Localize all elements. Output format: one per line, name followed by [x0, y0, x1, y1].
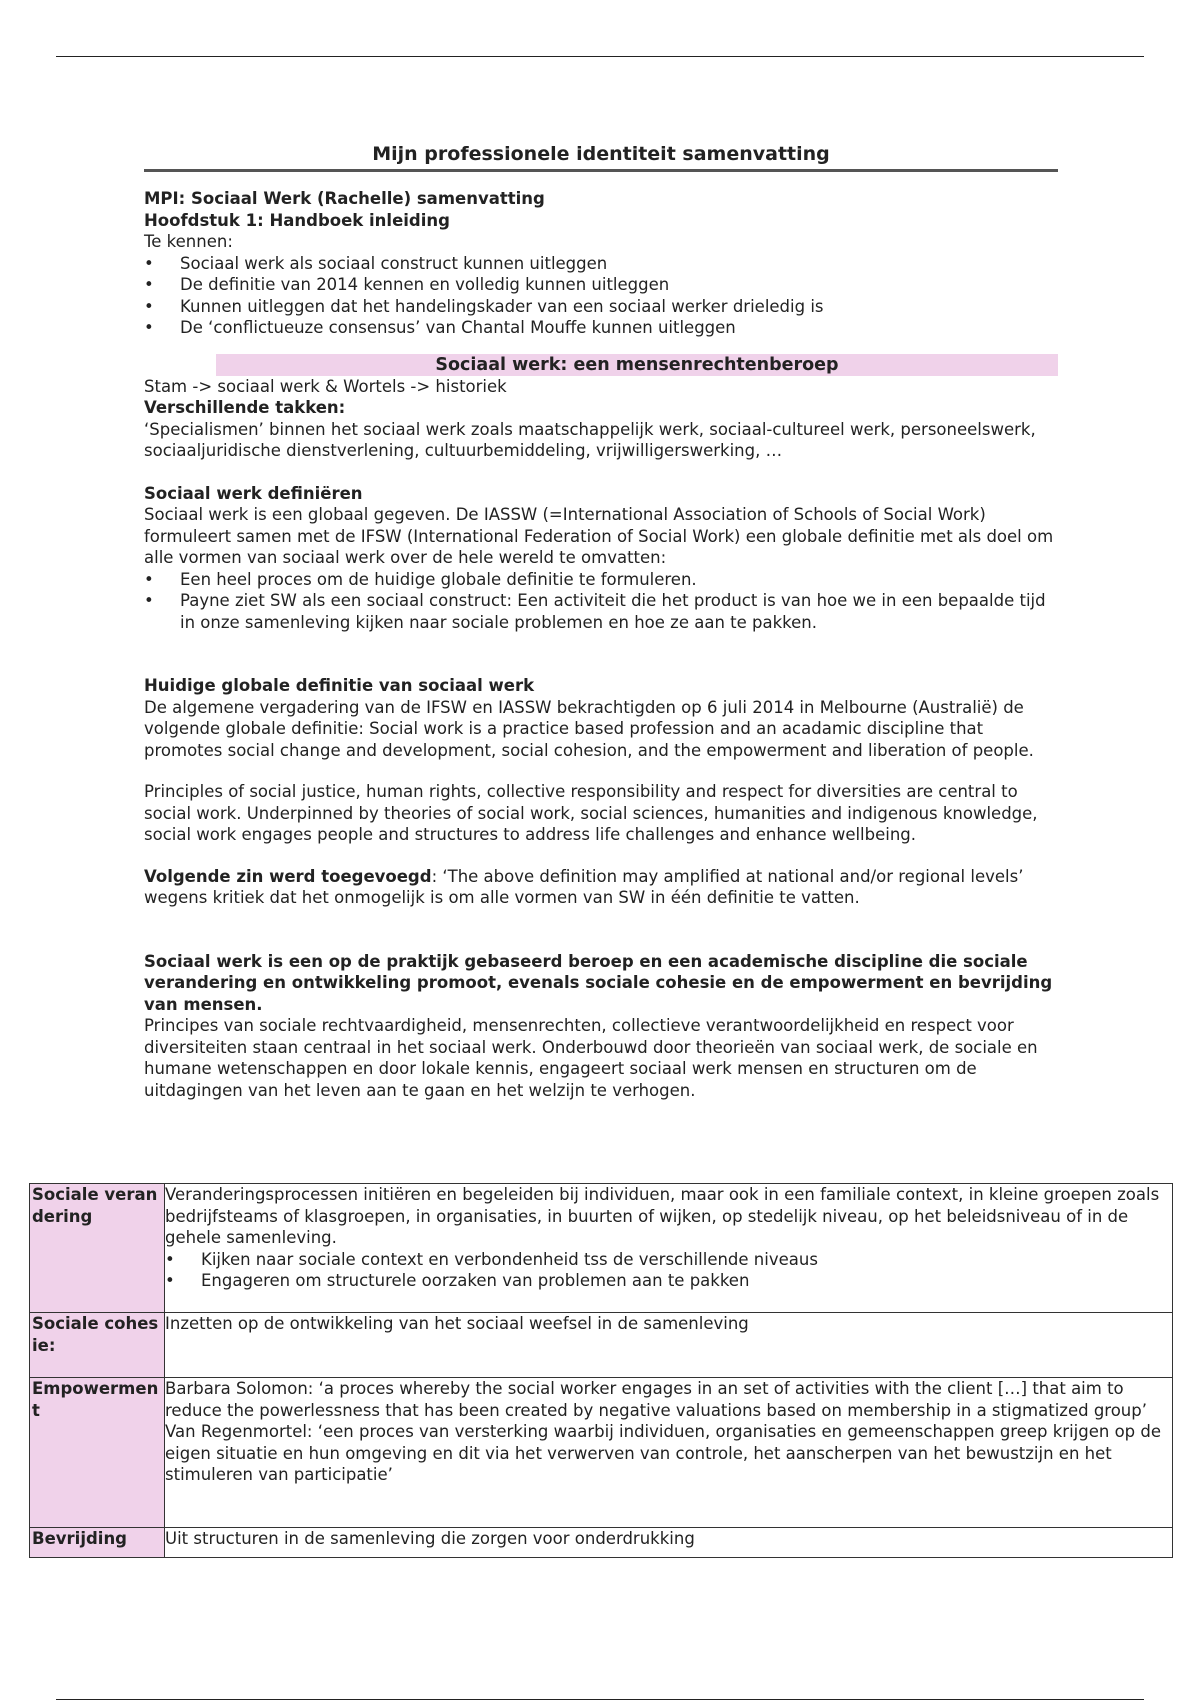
define-text: Sociaal werk is een globaal gegeven. De IASSW (=International Association of Schools of Social Work) formuleert samen met de IFSW (International Federation of Social Work) een globale definitie met als doel om alle vormen van sociaal werk over de hele wereld te omvatten: [144, 505, 1054, 567]
added-sentence [144, 866, 1058, 909]
list-item: • De ‘conflictueuze consensus’ van Chantal Mouffe kunnen uitleggen [144, 317, 1058, 339]
list-item: • Kunnen uitleggen dat het handelingskader van een sociaal werker drieledig is [144, 296, 1058, 318]
to-know-list [144, 253, 1058, 339]
to-know-label: Te kennen: [144, 232, 233, 251]
branches-text: ‘Specialismen’ binnen het sociaal werk zoals maatschappelijk werk, sociaal-cultureel werk, personeelswerk, sociaaljuridische dienstverlening, cultuurbemiddeling, vrijwilligerswerking, … [144, 419, 1036, 460]
define-list [144, 569, 1058, 634]
table-text: Inzetten op de ontwikkeling van het sociaal weefsel in de samenleving [165, 1314, 749, 1333]
table-text: Veranderingsprocessen initiëren en begeleiden bij individuen, maar ook in een familiale context, in kleine groepen zoals bedrijfsteams of klasgroepen, in organisaties, in buurten of wijken, op stedelijk niveau, op het beleidsniveau of in de gehele samenleving. [165, 1185, 1160, 1247]
definition-table [29, 1183, 1173, 1558]
table-row [30, 1313, 1173, 1378]
course-title: MPI: Sociaal Werk (Rachelle) samenvatting [144, 189, 545, 208]
list-item: • Payne ziet SW als een sociaal construct: Een activiteit die het product is van hoe we in een bepaalde tijd in onze samenleving kijken naar sociale problemen en hoe ze aan te pakken. [144, 590, 1058, 633]
table-row [30, 1184, 1173, 1313]
table-text: Barbara Solomon: ‘a proces whereby the social worker engages in an set of activities with the client […] that aim to reduce the powerlessness that has been created by negative valuations based on membership in a stigmatized group’ [165, 1379, 1147, 1420]
table-description [165, 1378, 1173, 1528]
list-item: • Kijken naar sociale context en verbondenheid tss de verschillende niveaus [165, 1249, 1170, 1271]
list-item: • Engageren om structurele oorzaken van problemen aan te pakken [165, 1270, 1170, 1292]
table-row [30, 1528, 1173, 1558]
table-row [30, 1378, 1173, 1528]
principles-text: Principles of social justice, human rights, collective responsibility and respect for diversities are central to social work. Underpinned by theories of social work, social sciences, humanities and indigenous knowledge, social work engages people and structures to address life challenges and enhance wellbeing. [144, 782, 1038, 844]
branches-heading: Verschillende takken: [144, 398, 346, 417]
table-list [165, 1249, 1170, 1292]
document-title: Mijn professionele identiteit samenvatting [144, 142, 1058, 172]
list-item: • Sociaal werk als sociaal construct kunnen uitleggen [144, 253, 1058, 275]
current-definition-text: De algemene vergadering van de IFSW en IASSW bekrachtigden op 6 juli 2014 in Melbourne (Australië) de volgende globale definitie: Social work is a practice based profession and an acadamic discipline that promotes social change and development, social cohesion, and the empowerment and liberation of people. [144, 697, 1034, 760]
dutch-definition-text: Principes van sociale rechtvaardigheid, mensenrechten, collectieve verantwoordelijkheid en respect voor diversiteiten staan centraal in het sociaal werk. Onderbouwd door theorieën van sociaal werk, de sociale en humane wetenschappen en door lokale kennis, engageert sociaal werk mensen en structuren om de uitdagingen van het leven aan te gaan en het welzijn te verhogen. [144, 1016, 1038, 1100]
table-description [165, 1313, 1173, 1378]
list-item: • Een heel proces om de huidige globale definitie te formuleren. [144, 569, 1058, 591]
stam-line: Stam -> sociaal werk & Wortels -> historiek [144, 376, 507, 396]
table-text: Van Regenmortel: ‘een proces van versterking waarbij individuen, organisaties en gemeenschappen greep krijgen op de eigen situatie en hun omgeving en dit via het verwerven van controle, het aanscherpen van het bewustzijn en het stimuleren van participatie’ [165, 1422, 1162, 1484]
table-term: Empowerment [30, 1378, 165, 1528]
header-rule [56, 56, 1144, 57]
table-description [165, 1528, 1173, 1558]
table-term: Bevrijding [30, 1528, 165, 1558]
table-term: Sociale cohesie: [30, 1313, 165, 1378]
current-definition-heading: Huidige globale definitie van sociaal werk [144, 676, 535, 695]
added-label: Volgende zin werd toegevoegd [144, 866, 432, 886]
table-term: Sociale verandering [30, 1184, 165, 1313]
chapter-title: Hoofdstuk 1: Handboek inleiding [144, 210, 450, 230]
document-body [144, 142, 1058, 1101]
define-heading: Sociaal werk definiëren [144, 483, 363, 503]
table-description [165, 1184, 1173, 1313]
dutch-definition-bold: Sociaal werk is een op de praktijk gebaseerd beroep en een academische discipline die sociale verandering en ontwikkeling promoot, evenals sociale cohesie en de empowerment en bevrijding van mensen. [144, 951, 1053, 1014]
table-text: Uit structuren in de samenleving die zorgen voor onderdrukking [165, 1529, 695, 1548]
section-banner: Sociaal werk: een mensenrechtenberoep [216, 354, 1058, 376]
list-item: • De definitie van 2014 kennen en volledig kunnen uitleggen [144, 274, 1058, 296]
added-text: : ‘The above definition may amplified at national and/or regional levels’ wegens kritiek dat het onmogelijk is om alle vormen van SW in één definitie te vatten. [144, 866, 1024, 907]
